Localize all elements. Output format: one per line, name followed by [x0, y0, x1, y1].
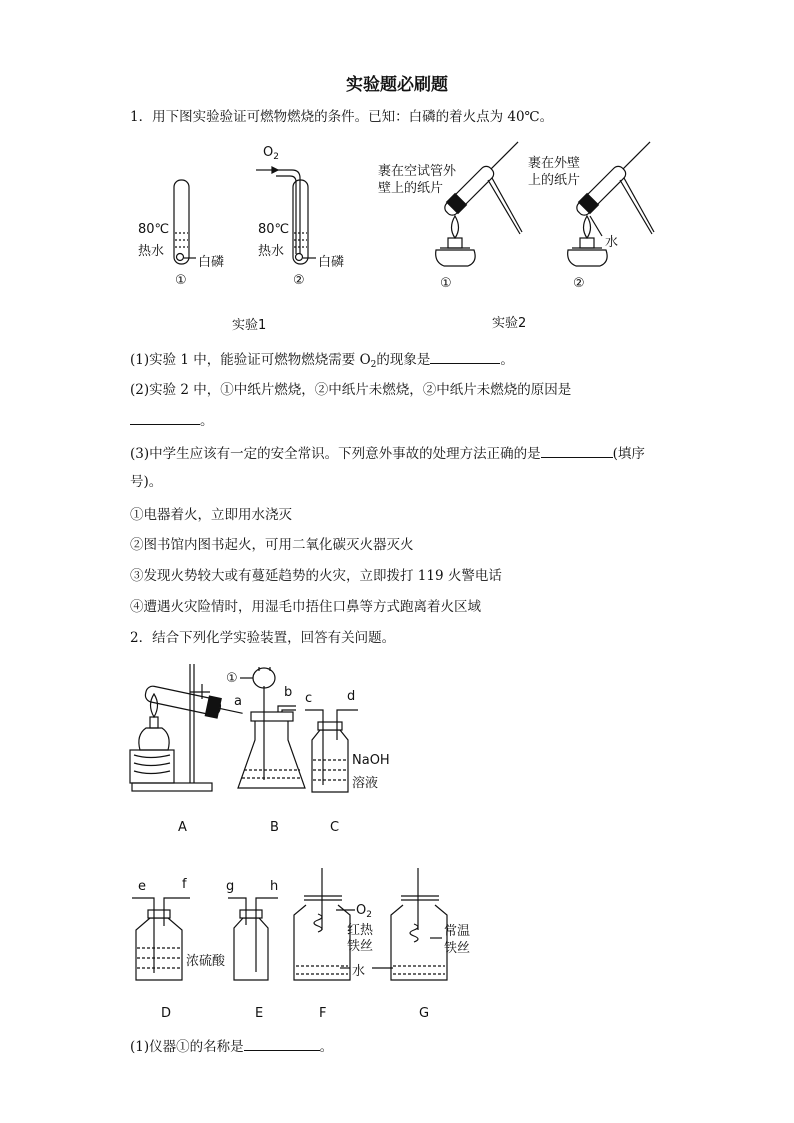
exp2-label1-line2: 壁上的纸片 — [378, 181, 444, 196]
apparatus-f — [294, 868, 355, 980]
label-h: h — [270, 879, 279, 894]
q2-part1-blank — [244, 1036, 320, 1051]
label-f: f — [182, 877, 187, 892]
q1-option-3: ③发现火势较大或有蔓延趋势的火灾，立即拨打 119 火警电话 — [130, 568, 502, 584]
exp1-right-water: 热水 — [258, 244, 285, 259]
q1-part1: (1)实验 1 中，能验证可燃物燃烧需要 $O_2$的现象是 。 — [130, 349, 514, 374]
exp1-o2-label: $O_2$ — [263, 145, 279, 162]
label-g: g — [226, 879, 235, 894]
exp2-caption: 实验2 — [492, 316, 527, 331]
label-naoh-2: 溶液 — [352, 776, 379, 791]
apparatus-b — [238, 667, 305, 788]
caption-e: E — [255, 1006, 264, 1021]
q2-stem: 2．结合下列化学实验装置，回答有关问题。 — [130, 630, 396, 646]
label-b: b — [284, 685, 293, 700]
caption-b: B — [270, 820, 279, 835]
exp2-label2-line1: 裹在外壁 — [528, 156, 581, 171]
q2-part1: (1)仪器①的名称是 。 — [130, 1036, 333, 1056]
exp1-right-temp: 80℃ — [258, 222, 290, 237]
q1-option-2: ②图书馆内图书起火，可用二氧化碳灭火器灭火 — [130, 537, 414, 553]
label-d: d — [347, 689, 356, 704]
exp2-number-1: ① — [440, 276, 452, 291]
exp1-left-temp: 80℃ — [138, 222, 170, 237]
q1-stem: 1．用下图实验验证可燃物燃烧的条件。已知：白磷的着火点为 40℃。 — [130, 109, 554, 125]
exp1-number-2: ② — [293, 273, 305, 288]
label-g-line2: 铁丝 — [444, 941, 471, 956]
label-f-line2: 铁丝 — [347, 939, 374, 954]
label-f-line1: 红热 — [347, 923, 374, 938]
caption-d: D — [161, 1006, 172, 1021]
exp1-caption: 实验1 — [232, 318, 267, 333]
label-g-line1: 常温 — [444, 924, 471, 939]
exp1-left-water: 热水 — [138, 244, 165, 259]
label-c: c — [305, 691, 313, 706]
q1-option-4: ④遭遇火灾险情时，用湿毛巾捂住口鼻等方式跑离着火区域 — [130, 599, 481, 615]
caption-c: C — [330, 820, 340, 835]
exp1-number-1: ① — [175, 273, 187, 288]
label-naoh-1: NaOH — [352, 753, 390, 768]
q1-part2-end: 。 — [130, 410, 214, 430]
apparatus-c — [305, 710, 358, 792]
exp2-water-label: 水 — [605, 235, 619, 250]
exp2-number-2: ② — [573, 276, 585, 291]
apparatus-g — [372, 868, 447, 980]
apparatus-e — [228, 898, 278, 980]
label-e: e — [138, 879, 146, 894]
apparatus-d — [132, 898, 190, 980]
label-a: a — [234, 694, 242, 709]
caption-g: G — [419, 1006, 430, 1021]
exp2-label2-line2: 上的纸片 — [528, 173, 581, 188]
caption-a: A — [178, 820, 187, 835]
q1-part3: (3)中学生应该有一定的安全常识。下列意外事故的处理方法正确的是 (填序 — [130, 443, 645, 463]
page-title: 实验题必刷题 — [346, 75, 448, 95]
q1-part2: (2)实验 2 中，①中纸片燃烧，②中纸片未燃烧，②中纸片未燃烧的原因是 — [130, 382, 572, 398]
label-o2: $O_2$ — [356, 903, 372, 920]
q1-part3-end: 号)。 — [130, 474, 163, 490]
label-water: 水 — [352, 964, 366, 979]
exp2-label1-line1: 裹在空试管外 — [378, 164, 457, 179]
exp1-left-phosphorus: 白磷 — [198, 255, 225, 270]
caption-f: F — [319, 1006, 327, 1021]
q1-option-1: ①电器着火，立即用水浇灭 — [130, 507, 292, 523]
label-circle-1: ① — [226, 671, 238, 686]
exp1-right-phosphorus: 白磷 — [318, 255, 345, 270]
label-h2so4: 浓硫酸 — [186, 954, 226, 969]
